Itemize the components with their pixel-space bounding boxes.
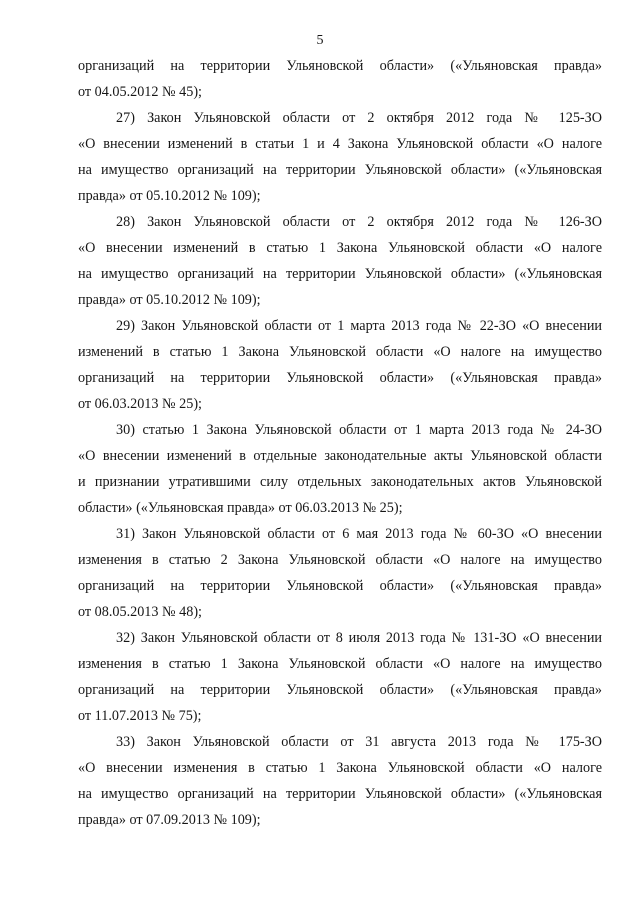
paragraph-item-32 xyxy=(78,625,602,729)
text-line: изменений в статью 1 Закона Ульяновской области «О налоге на имущество xyxy=(78,344,602,360)
text-line: «О внесении изменений в отдельные законодательные акты Ульяновской области xyxy=(78,448,602,464)
text-line: организаций на территории Ульяновской области» («Ульяновская правда» xyxy=(78,58,602,74)
text-line: от 11.07.2013 № 75); xyxy=(78,708,202,724)
text-line: 28) Закон Ульяновской области от 2 октября 2012 года № 126-ЗО xyxy=(116,214,602,230)
text-line: 32) Закон Ульяновской области от 8 июля 2013 года № 131-ЗО «О внесении xyxy=(116,630,602,646)
text-line: правда» от 07.09.2013 № 109); xyxy=(78,812,261,828)
text-line: и признании утратившими силу отдельных законодательных актов Ульяновской xyxy=(78,474,602,490)
text-line: 30) статью 1 Закона Ульяновской области от 1 марта 2013 года № 24-ЗО xyxy=(116,422,602,438)
text-line: 27) Закон Ульяновской области от 2 октября 2012 года № 125-ЗО xyxy=(116,110,602,126)
text-line: «О внесении изменений в статью 1 Закона Ульяновской области «О налоге xyxy=(78,240,602,256)
paragraph-item-31 xyxy=(78,521,602,625)
text-line: «О внесении изменения в статью 1 Закона Ульяновской области «О налоге xyxy=(78,760,602,776)
text-line: 31) Закон Ульяновской области от 6 мая 2013 года № 60-ЗО «О внесении xyxy=(116,526,602,542)
text-line: изменения в статью 1 Закона Ульяновской области «О налоге на имущество xyxy=(78,656,602,672)
text-line: 33) Закон Ульяновской области от 31 августа 2013 года № 175-ЗО xyxy=(116,734,602,750)
text-line: изменения в статью 2 Закона Ульяновской области «О налоге на имущество xyxy=(78,552,602,568)
paragraph-item-33 xyxy=(78,729,602,833)
text-line: от 04.05.2012 № 45); xyxy=(78,84,202,100)
text-line: правда» от 05.10.2012 № 109); xyxy=(78,292,261,308)
text-line: на имущество организаций на территории Ульяновской области» («Ульяновская xyxy=(78,786,602,802)
paragraph-item-28 xyxy=(78,209,602,313)
page-number: 5 xyxy=(316,33,324,48)
text-line: 29) Закон Ульяновской области от 1 марта 2013 года № 22-ЗО «О внесении xyxy=(116,318,602,334)
document-body xyxy=(78,53,602,833)
paragraph-item-29 xyxy=(78,313,602,417)
text-line: организаций на территории Ульяновской области» («Ульяновская правда» xyxy=(78,370,602,386)
paragraph-item-27 xyxy=(78,105,602,209)
text-line: от 08.05.2013 № 48); xyxy=(78,604,202,620)
text-line: области» («Ульяновская правда» от 06.03.2013 № 25); xyxy=(78,500,403,516)
text-line: на имущество организаций на территории Ульяновской области» («Ульяновская xyxy=(78,266,602,282)
text-line: организаций на территории Ульяновской области» («Ульяновская правда» xyxy=(78,682,602,698)
text-line: на имущество организаций на территории Ульяновской области» («Ульяновская xyxy=(78,162,602,178)
text-line: правда» от 05.10.2012 № 109); xyxy=(78,188,261,204)
paragraph-continuation xyxy=(78,53,602,105)
paragraph-item-30 xyxy=(78,417,602,521)
text-line: организаций на территории Ульяновской области» («Ульяновская правда» xyxy=(78,578,602,594)
text-line: от 06.03.2013 № 25); xyxy=(78,396,202,412)
text-line: «О внесении изменений в статьи 1 и 4 Закона Ульяновской области «О налоге xyxy=(78,136,602,152)
